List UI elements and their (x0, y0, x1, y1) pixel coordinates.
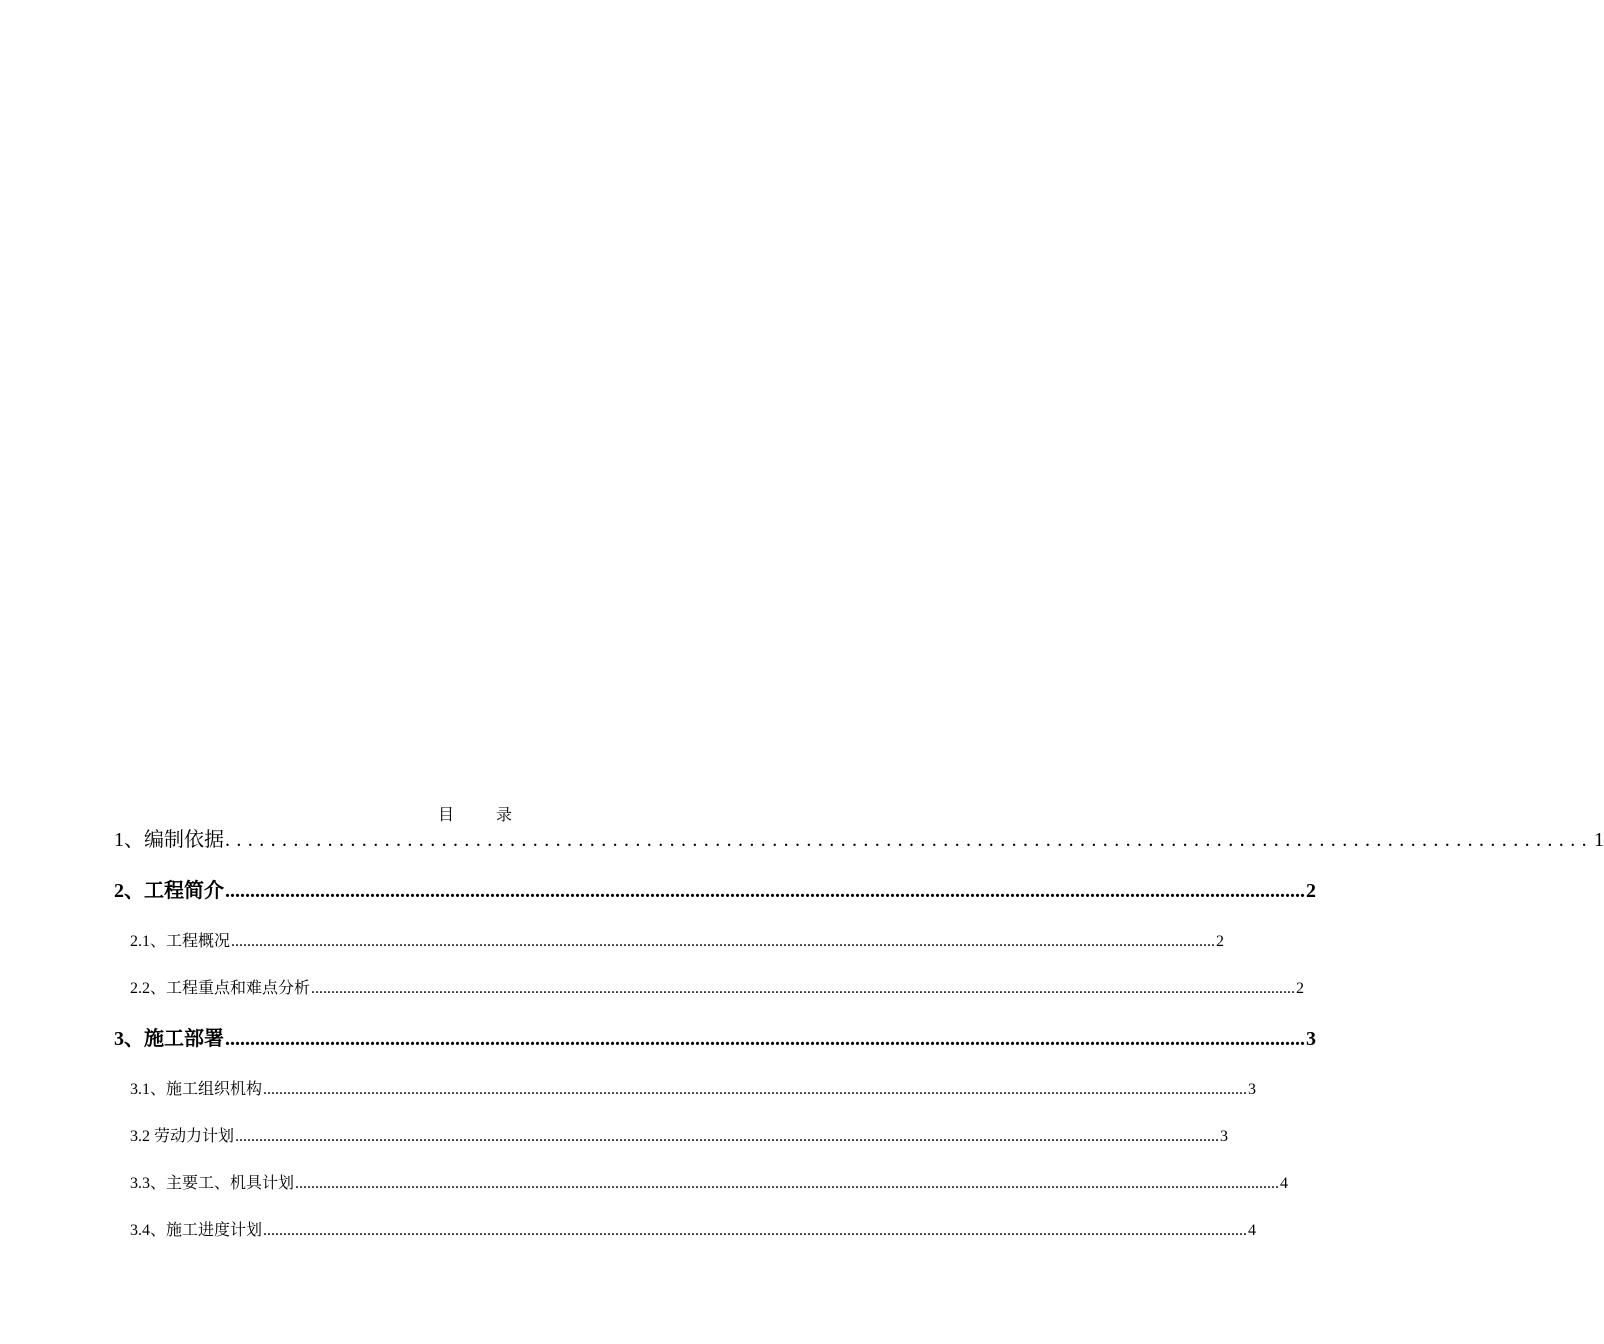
dot-leader: ...................................................................................................................................................................................................................................................... (263, 1222, 1248, 1239)
toc-page-number: 2 (1306, 880, 1316, 902)
toc-entry-2-2[interactable] (130, 975, 1305, 998)
toc-page-number: 3 (1306, 1028, 1316, 1050)
toc-entry-label: 1、编制依据 (114, 829, 224, 851)
dot-leader: ........................................................................................................................................................................................................................ (225, 1028, 1305, 1050)
toc-entry-2-1[interactable] (130, 928, 1225, 951)
toc-page-number: 4 (1280, 1175, 1289, 1192)
toc-page-number: 2 (1216, 933, 1225, 950)
toc-entry-label: 3.3、主要工、机具计划 (130, 1175, 295, 1192)
toc-page-number: 1 (1594, 829, 1604, 851)
toc-entry-label: 3.4、施工进度计划 (130, 1222, 263, 1239)
toc-entry-label: 3、施工部署 (114, 1028, 224, 1050)
dot-leader: ...................................................................................................................................................................................................................................................... (235, 1128, 1220, 1145)
toc-entry-3-1[interactable] (130, 1076, 1257, 1099)
toc-heading-left: 目 (437, 807, 454, 824)
toc-entry-2[interactable] (114, 874, 1316, 903)
dot-leader: ...................................................................................................................................................................................................................................................... (311, 980, 1296, 997)
toc-entry-label: 2.2、工程重点和难点分析 (130, 980, 311, 997)
toc-page-number: 2 (1296, 980, 1305, 997)
toc-entry-3-4[interactable] (130, 1217, 1257, 1240)
toc-entry-3[interactable] (114, 1022, 1316, 1051)
toc-entry-label: 3.2 劳动力计划 (130, 1128, 235, 1145)
toc-heading-right: 录 (496, 807, 513, 824)
dot-leader: ...................................................................................................................................................................................................................................................... (263, 1081, 1248, 1098)
toc-entry-label: 3.1、施工组织机构 (130, 1081, 263, 1098)
dot-leader: ...................................................................................................................................................................................................................................................... (295, 1175, 1280, 1192)
toc-page-number: 3 (1220, 1128, 1229, 1145)
toc-entry-label: 2.1、工程概况 (130, 933, 231, 950)
toc-entry-label: 2、工程简介 (114, 880, 224, 902)
toc-page-number: 3 (1248, 1081, 1257, 1098)
dot-leader: ...................................................................................................................................................................................................................................................... (231, 933, 1216, 950)
toc-entry-1[interactable] (114, 823, 1604, 852)
toc-heading (0, 802, 950, 825)
dot-leader: ........................................................................................................................................................................................................................ (225, 880, 1305, 902)
dot-leader: ........................................................................................................................ (225, 829, 1593, 851)
toc-entry-3-3[interactable] (130, 1170, 1289, 1193)
toc-entry-3-2[interactable] (130, 1123, 1229, 1146)
toc-page-number: 4 (1248, 1222, 1257, 1239)
